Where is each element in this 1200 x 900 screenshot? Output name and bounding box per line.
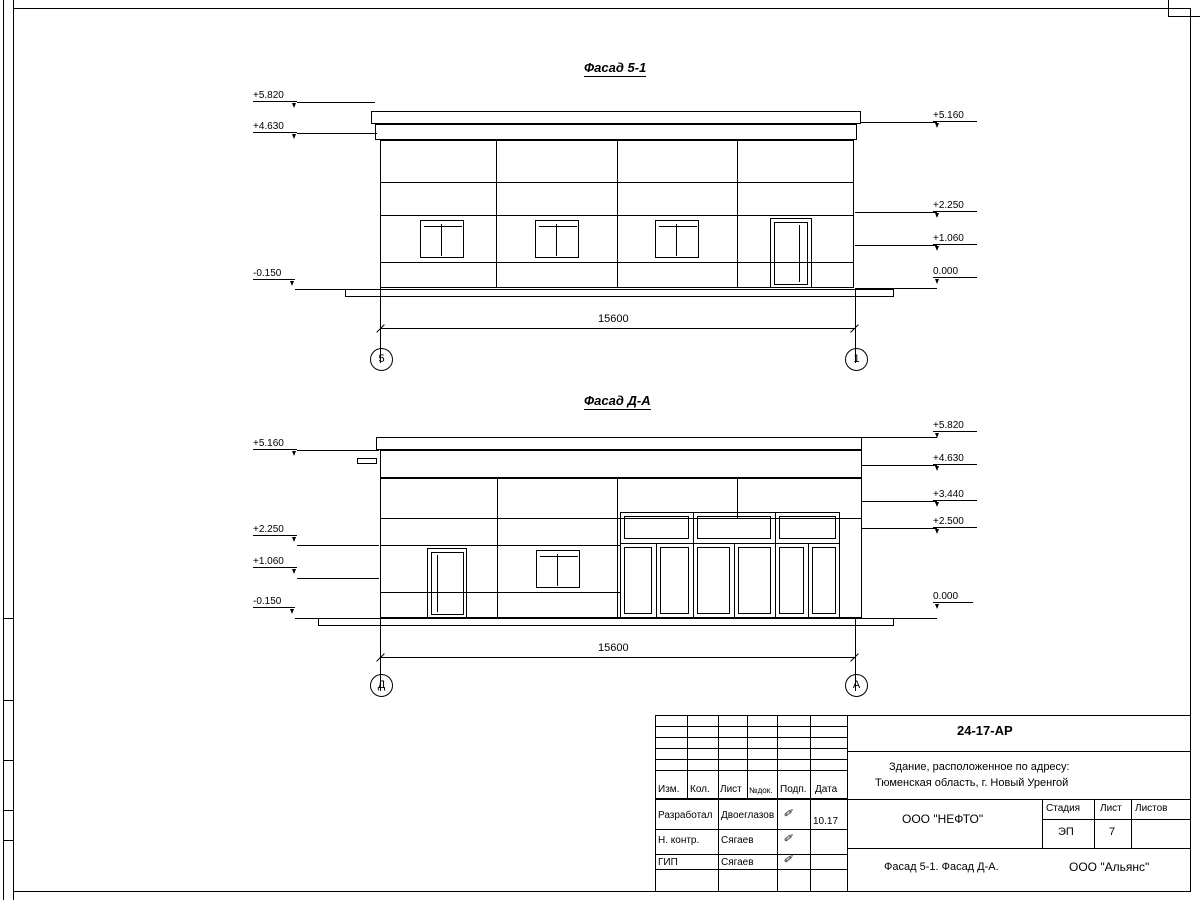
sheet-corner-mark — [1168, 16, 1200, 17]
sheet-code: 24-17-АР — [957, 723, 1013, 738]
facade-2-panel-joint-2 — [617, 478, 618, 618]
facade-1-level-right-1: +5.160 — [933, 110, 977, 122]
facade-1-panel-joint-1 — [496, 140, 497, 288]
facade-1-level-right-2-arrow — [935, 213, 939, 218]
margin-box-divider-3 — [3, 760, 13, 761]
facade-2-panel-joint-h3 — [380, 592, 620, 593]
facade-2-glazing-pane-4 — [738, 547, 771, 614]
facade-1-ground-line — [345, 289, 894, 290]
facade-2-level-left-3-arrow — [292, 569, 296, 574]
facade-1-panel-joint-3 — [737, 140, 738, 288]
facade-1-level-left-3-arrow — [290, 281, 294, 286]
sheet-corner-mark-v — [1168, 0, 1169, 17]
facade-2-glazing-pane-3 — [697, 547, 730, 614]
facade-2-glazing-v2 — [775, 512, 776, 618]
sheets-header: Листов — [1135, 803, 1168, 814]
facade-2-level-right-3-line — [862, 501, 937, 502]
facade-1-dimension-value: 15600 — [598, 313, 629, 325]
column-header-kol: Кол. — [690, 784, 710, 795]
facade-2-level-left-2-line — [297, 545, 379, 546]
customer-name: ООО "НЕФТО" — [902, 812, 984, 826]
margin-box-divider-5 — [3, 840, 13, 841]
facade-2-parapet-band — [380, 450, 862, 478]
facade-1-level-right-4-arrow — [935, 279, 939, 284]
facade-1-level-left-1-line — [297, 102, 375, 103]
role-name-3: Сягаев — [721, 857, 754, 868]
title-block-column-headers — [655, 781, 847, 799]
facade-2-level-right-5-line — [893, 618, 937, 619]
facade-2-level-right-3-arrow — [935, 502, 939, 507]
facade-1-panel-joint-h1 — [380, 182, 854, 183]
facade-2-door — [427, 548, 467, 618]
facade-2-glazing-v4 — [734, 543, 735, 618]
facade-2-level-left-4-arrow — [290, 609, 294, 614]
sheet-frame-left-edge — [3, 0, 4, 900]
facade-1-ground-cap-left — [345, 289, 346, 296]
object-line-1: Здание, расположенное по адресу: — [889, 761, 1070, 773]
facade-2-glazing-pane-1 — [624, 547, 652, 614]
column-header-list: Лист — [720, 784, 742, 795]
role-label-3: ГИП — [658, 857, 678, 868]
facade-1-level-right-2: +2.250 — [933, 200, 977, 212]
margin-box-divider-2 — [3, 700, 13, 701]
title-block-right — [847, 715, 1191, 892]
sheet-value: 7 — [1109, 826, 1116, 838]
role-label-1: Разработал — [658, 810, 713, 821]
facade-1-window-3 — [655, 220, 699, 258]
role-name-2: Сягаев — [721, 835, 754, 846]
facade-2-level-left-2: +2.250 — [253, 524, 297, 536]
facade-2-level-left-3: +1.060 — [253, 556, 297, 568]
margin-box-divider-1 — [3, 618, 13, 619]
facade-2-level-left-2-arrow — [292, 537, 296, 542]
facade-1-door — [770, 218, 812, 288]
title-block-role-rows — [655, 799, 847, 892]
facade-2-glazing-v3 — [656, 543, 657, 618]
facade-2-glazing-v1 — [693, 512, 694, 618]
facade-1-level-right-4-line — [855, 288, 937, 289]
column-header-podp: Подп. — [780, 784, 807, 795]
facade-1-level-right-3: +1.060 — [933, 233, 977, 245]
facade-1-window-2 — [535, 220, 579, 258]
facade-2-level-right-2-arrow — [935, 466, 939, 471]
facade-1-parapet-band — [375, 124, 857, 140]
facade-1-panel-joint-2 — [617, 140, 618, 288]
facade-2-panel-joint-1 — [497, 478, 498, 618]
column-header-izm: Изм. — [658, 784, 680, 795]
role-name-1: Двоеглазов — [721, 810, 775, 821]
facade-2-level-right-4: +2.500 — [933, 516, 977, 528]
facade-1-level-left-2-line — [297, 133, 377, 134]
facade-2-level-left-1: +5.160 — [253, 438, 297, 450]
facade-1-level-left-3: -0.150 — [253, 268, 295, 280]
object-line-2: Тюменская область, г. Новый Уренгой — [875, 777, 1069, 789]
facade-2-canopy-detail — [357, 458, 377, 464]
facade-1-level-right-3-arrow — [935, 246, 939, 251]
facade-1-panel-joint-h2 — [380, 215, 854, 216]
facade-2-transom-1 — [624, 516, 689, 539]
facade-2-level-right-4-line — [862, 528, 937, 529]
facade-1-dimension-line — [380, 328, 855, 329]
facade-2-dimension-value: 15600 — [598, 642, 629, 654]
facade-2-glazing-pane-2 — [660, 547, 689, 614]
facade-2-level-right-1-line — [862, 437, 937, 438]
facade-2-axis-bubble-left: Д — [370, 674, 393, 697]
facade-1-axis-bubble-right: 1 — [845, 348, 868, 371]
role-signature-1: ✐ — [783, 808, 793, 820]
facade-2-title: Фасад Д-А — [584, 393, 651, 408]
role-label-2: Н. контр. — [658, 835, 700, 846]
facade-1-level-left-1-arrow — [292, 103, 296, 108]
margin-box-divider-4 — [3, 810, 13, 811]
column-header-data: Дата — [815, 784, 838, 795]
facade-2-panel-joint-h2 — [380, 545, 620, 546]
role-date-1: 10.17 — [813, 816, 839, 827]
facade-2-dimension-line — [380, 657, 855, 658]
facade-2-level-left-4: -0.150 — [253, 596, 295, 608]
sheet-frame-top — [13, 8, 1191, 9]
facade-1-ground-line-2 — [345, 296, 894, 297]
facade-1-level-right-1-arrow — [935, 123, 939, 128]
sheet-header: Лист — [1100, 803, 1122, 814]
facade-1-level-left-3-line — [295, 289, 347, 290]
facade-2-ground-cap-right — [893, 618, 894, 625]
facade-2-level-right-2-line — [862, 465, 937, 466]
facade-2-window-1 — [536, 550, 580, 588]
stage-value: ЭП — [1058, 826, 1074, 838]
facade-2-level-right-2: +4.630 — [933, 453, 977, 465]
facade-2-ground-line-2 — [318, 625, 894, 626]
facade-1-level-left-2: +4.630 — [253, 121, 297, 133]
facade-1-level-right-4: 0.000 — [933, 266, 977, 278]
role-signature-2: ✐ — [783, 833, 793, 845]
facade-2-glazing-v5 — [808, 543, 809, 618]
facade-2-glazing-pane-6 — [812, 547, 836, 614]
facade-1-window-1 — [420, 220, 464, 258]
role-signature-3: ✐ — [783, 854, 793, 866]
facade-1-axis-bubble-left: 5 — [370, 348, 393, 371]
facade-2-level-left-3-line — [297, 578, 379, 579]
stage-header: Стадия — [1046, 803, 1081, 814]
facade-2-parapet-top — [376, 437, 862, 450]
facade-1-title: Фасад 5-1 — [584, 60, 647, 75]
facade-2-level-left-4-line — [295, 618, 320, 619]
facade-2-level-left-1-arrow — [292, 451, 296, 456]
drawing-name: Фасад 5-1. Фасад Д-А. — [884, 861, 999, 873]
facade-1-level-right-2-line — [855, 212, 937, 213]
facade-2-glazing-pane-5 — [779, 547, 804, 614]
facade-2-glazing-h1 — [620, 543, 840, 544]
facade-1-level-right-1-line — [861, 122, 937, 123]
facade-2-level-right-5: 0.000 — [933, 591, 973, 603]
facade-1-level-right-3-line — [855, 245, 937, 246]
facade-1-ground-cap-right — [893, 289, 894, 296]
designer-name: ООО "Альянс" — [1069, 860, 1150, 874]
facade-1-level-left-2-arrow — [292, 134, 296, 139]
facade-2-axis-bubble-right: А — [845, 674, 868, 697]
column-header-ndok: №док. — [749, 786, 773, 795]
facade-1-level-left-1: +5.820 — [253, 90, 297, 102]
facade-2-transom-2 — [697, 516, 771, 539]
facade-2-transom-3 — [779, 516, 836, 539]
sheet-frame-left-inner — [13, 0, 14, 900]
facade-2-level-right-4-arrow — [935, 529, 939, 534]
facade-2-level-right-1: +5.820 — [933, 420, 977, 432]
facade-1-parapet-top — [371, 111, 861, 124]
facade-2-ground-line — [318, 618, 894, 619]
facade-2-ground-cap-left — [318, 618, 319, 625]
facade-2-level-left-1-line — [297, 450, 379, 451]
facade-2-level-right-3: +3.440 — [933, 489, 977, 501]
facade-2-level-right-5-arrow — [935, 604, 939, 609]
